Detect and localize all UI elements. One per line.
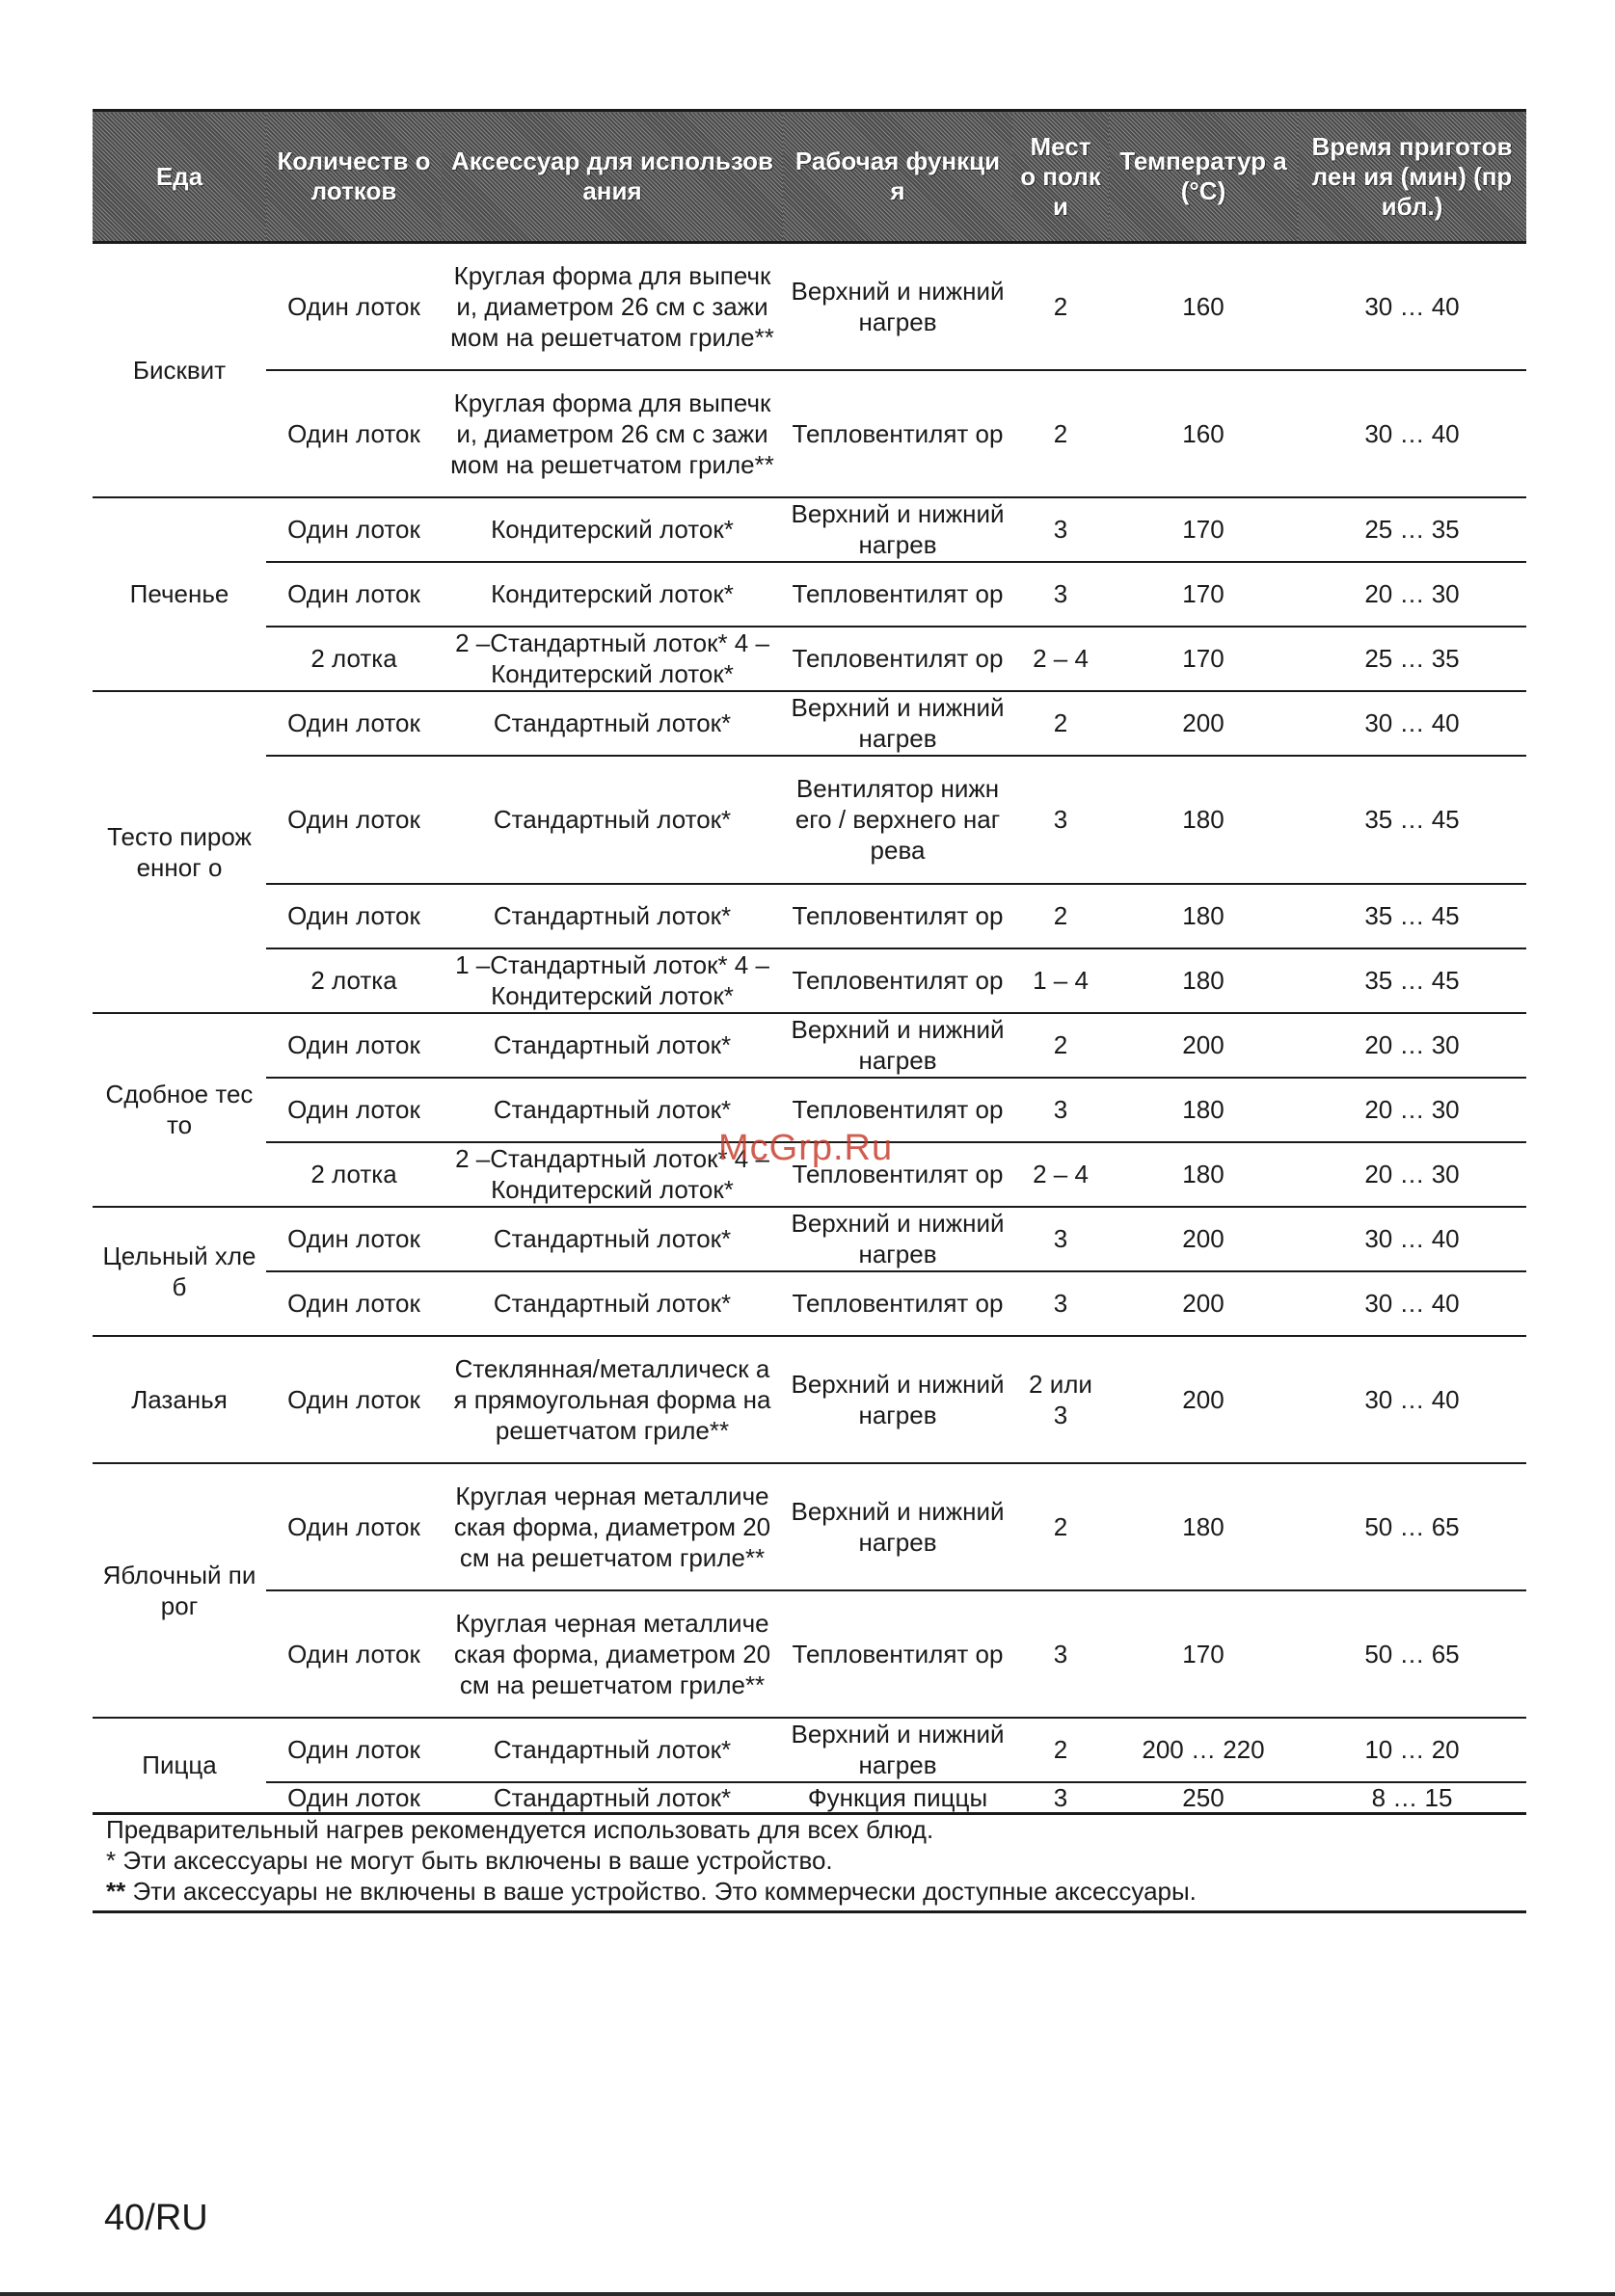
cell-accessory: Стандартный лоток*	[442, 756, 783, 884]
cell-temperature: 200	[1109, 1336, 1298, 1463]
cell-trays: Один лоток	[266, 497, 442, 562]
cell-trays: Один лоток	[266, 562, 442, 627]
cell-time: 20 … 30	[1298, 1013, 1526, 1078]
header-shelf: Мест о полк и	[1012, 111, 1109, 243]
cell-function: Тепловентилят ор	[783, 1078, 1012, 1142]
cell-temperature: 200	[1109, 1271, 1298, 1336]
cell-function: Верхний и нижний нагрев	[783, 1336, 1012, 1463]
cell-temperature: 200 … 220	[1109, 1718, 1298, 1782]
table-row	[93, 1207, 1526, 1271]
cell-trays: Один лоток	[266, 1590, 442, 1718]
baking-table	[93, 109, 1526, 1815]
table-row	[93, 627, 1526, 691]
cell-shelf: 3	[1012, 1271, 1109, 1336]
table-header	[93, 111, 1526, 243]
header-accessory: Аксессуар для использования	[442, 111, 783, 243]
cell-trays: Один лоток	[266, 1782, 442, 1814]
cell-trays: Один лоток	[266, 1463, 442, 1590]
note-preheat: Предварительный нагрев рекомендуется использовать для всех блюд.	[106, 1815, 934, 1844]
table-row	[93, 1013, 1526, 1078]
cell-temperature: 160	[1109, 370, 1298, 497]
cell-accessory: Стандартный лоток*	[442, 1271, 783, 1336]
cell-trays: Один лоток	[266, 1336, 442, 1463]
cell-accessory: Круглая черная металлическая форма, диаметром 20 см на решетчатом гриле**	[442, 1463, 783, 1590]
cell-function: Тепловентилят ор	[783, 948, 1012, 1013]
cell-trays: Один лоток	[266, 370, 442, 497]
cell-time: 20 … 30	[1298, 1142, 1526, 1207]
footnotes	[93, 1812, 1526, 1913]
table-row	[93, 948, 1526, 1013]
cell-accessory: Круглая форма для выпечки, диаметром 26 см с зажимом на решетчатом гриле**	[442, 243, 783, 370]
cell-temperature: 200	[1109, 691, 1298, 756]
cell-time: 30 … 40	[1298, 1207, 1526, 1271]
table-row	[93, 243, 1526, 370]
table-row	[93, 1718, 1526, 1782]
header-temperature: Температур а (°C)	[1109, 111, 1298, 243]
cell-shelf: 3	[1012, 756, 1109, 884]
cell-accessory: Стандартный лоток*	[442, 884, 783, 948]
table-row	[93, 370, 1526, 497]
cell-time: 20 … 30	[1298, 1078, 1526, 1142]
table-row	[93, 1782, 1526, 1814]
note-star-mark: *	[106, 1846, 117, 1875]
cell-function: Верхний и нижний нагрев	[783, 1207, 1012, 1271]
table-row	[93, 497, 1526, 562]
cell-trays: 2 лотка	[266, 948, 442, 1013]
cell-time: 30 … 40	[1298, 691, 1526, 756]
cell-shelf: 2 – 4	[1012, 627, 1109, 691]
cell-accessory: Стандартный лоток*	[442, 1782, 783, 1814]
cell-food: Лазанья	[93, 1336, 266, 1463]
cell-food: Пицца	[93, 1718, 266, 1814]
cell-accessory: Кондитерский лоток*	[442, 562, 783, 627]
cell-trays: 2 лотка	[266, 1142, 442, 1207]
cell-accessory: Круглая форма для выпечки, диаметром 26 см с зажимом на решетчатом гриле**	[442, 370, 783, 497]
bottom-divider	[0, 2292, 1615, 2296]
cell-temperature: 180	[1109, 1142, 1298, 1207]
cell-time: 50 … 65	[1298, 1463, 1526, 1590]
cell-trays: Один лоток	[266, 756, 442, 884]
cell-food: Сдобное тесто	[93, 1013, 266, 1207]
cell-time: 35 … 45	[1298, 884, 1526, 948]
cell-trays: 2 лотка	[266, 627, 442, 691]
cell-shelf: 2	[1012, 884, 1109, 948]
cell-accessory: Стеклянная/металлическ ая прямоугольная форма на решетчатом гриле**	[442, 1336, 783, 1463]
cell-trays: Один лоток	[266, 1271, 442, 1336]
cell-temperature: 170	[1109, 1590, 1298, 1718]
cell-function: Верхний и нижний нагрев	[783, 497, 1012, 562]
header-food: Еда	[93, 111, 266, 243]
cell-time: 25 … 35	[1298, 627, 1526, 691]
cell-time: 30 … 40	[1298, 370, 1526, 497]
cell-food: Цельный хлеб	[93, 1207, 266, 1336]
cell-accessory: Стандартный лоток*	[442, 1718, 783, 1782]
cell-time: 30 … 40	[1298, 1271, 1526, 1336]
cell-shelf: 2 или 3	[1012, 1336, 1109, 1463]
cell-shelf: 2 – 4	[1012, 1142, 1109, 1207]
watermark: McGrp.Ru	[718, 1128, 894, 1168]
cell-time: 30 … 40	[1298, 243, 1526, 370]
cell-accessory: Стандартный лоток*	[442, 691, 783, 756]
header-trays: Количеств о лотков	[266, 111, 442, 243]
cell-function: Функция пиццы	[783, 1782, 1012, 1814]
cell-time: 35 … 45	[1298, 948, 1526, 1013]
cell-function: Тепловентилят ор	[783, 1590, 1012, 1718]
cell-shelf: 3	[1012, 1590, 1109, 1718]
cell-shelf: 3	[1012, 1782, 1109, 1814]
cell-function: Тепловентилят ор	[783, 562, 1012, 627]
cell-food: Печенье	[93, 497, 266, 691]
header-function: Рабочая функция	[783, 111, 1012, 243]
cell-food: Яблочный пирог	[93, 1463, 266, 1718]
cell-shelf: 3	[1012, 1078, 1109, 1142]
cell-temperature: 180	[1109, 756, 1298, 884]
header-time: Время приготовлен ия (мин) (прибл.)	[1298, 111, 1526, 243]
page-number: 40/RU	[104, 2198, 208, 2238]
cell-function: Тепловентилят ор	[783, 370, 1012, 497]
cell-temperature: 250	[1109, 1782, 1298, 1814]
cell-time: 10 … 20	[1298, 1718, 1526, 1782]
cell-temperature: 180	[1109, 1078, 1298, 1142]
cell-accessory: Стандартный лоток*	[442, 1207, 783, 1271]
note-double-star	[106, 1876, 1526, 1907]
cell-accessory: Кондитерский лоток*	[442, 497, 783, 562]
table-row	[93, 1271, 1526, 1336]
cell-time: 30 … 40	[1298, 1336, 1526, 1463]
cell-accessory: Стандартный лоток*	[442, 1078, 783, 1142]
table-row	[93, 562, 1526, 627]
note-double-star-text: Эти аксессуары не включены в ваше устройство. Это коммерчески доступные аксессуары.	[125, 1877, 1197, 1906]
cell-food: Тесто пироженног о	[93, 691, 266, 1013]
cell-shelf: 3	[1012, 497, 1109, 562]
note-single-star	[106, 1845, 1526, 1876]
cell-function: Тепловентилят ор	[783, 1142, 1012, 1207]
cell-time: 8 … 15	[1298, 1782, 1526, 1814]
cell-time: 25 … 35	[1298, 497, 1526, 562]
cell-temperature: 160	[1109, 243, 1298, 370]
table-row	[93, 1463, 1526, 1590]
note-star-text: Эти аксессуары не могут быть включены в ваше устройство.	[116, 1846, 833, 1875]
cell-temperature: 200	[1109, 1013, 1298, 1078]
cell-temperature: 170	[1109, 627, 1298, 691]
cell-function: Верхний и нижний нагрев	[783, 243, 1012, 370]
cell-function: Тепловентилят ор	[783, 1271, 1012, 1336]
cell-shelf: 2	[1012, 1013, 1109, 1078]
table-row	[93, 691, 1526, 756]
cell-shelf: 2	[1012, 691, 1109, 756]
cell-function: Тепловентилят ор	[783, 884, 1012, 948]
cell-accessory: Круглая черная металлическая форма, диаметром 20 см на решетчатом гриле**	[442, 1590, 783, 1718]
cell-shelf: 2	[1012, 370, 1109, 497]
cell-shelf: 3	[1012, 1207, 1109, 1271]
cell-accessory: Стандартный лоток*	[442, 1013, 783, 1078]
cell-temperature: 200	[1109, 1207, 1298, 1271]
cell-shelf: 1 – 4	[1012, 948, 1109, 1013]
cell-time: 35 … 45	[1298, 756, 1526, 884]
cell-trays: Один лоток	[266, 243, 442, 370]
cell-temperature: 180	[1109, 884, 1298, 948]
cell-accessory: 1 –Стандартный лоток* 4 –Кондитерский лоток*	[442, 948, 783, 1013]
cell-temperature: 170	[1109, 562, 1298, 627]
cell-function: Верхний и нижний нагрев	[783, 1463, 1012, 1590]
cell-trays: Один лоток	[266, 1207, 442, 1271]
cell-trays: Один лоток	[266, 1078, 442, 1142]
table-row	[93, 884, 1526, 948]
cell-trays: Один лоток	[266, 884, 442, 948]
cell-function: Верхний и нижний нагрев	[783, 691, 1012, 756]
cell-accessory: 2 –Стандартный лоток* 4 –Кондитерский лоток*	[442, 627, 783, 691]
cell-shelf: 3	[1012, 562, 1109, 627]
table-row	[93, 756, 1526, 884]
cell-accessory: 2 –Стандартный лоток* 4 –Кондитерский лоток*	[442, 1142, 783, 1207]
cell-trays: Один лоток	[266, 1013, 442, 1078]
cell-temperature: 180	[1109, 1463, 1298, 1590]
cell-shelf: 2	[1012, 1718, 1109, 1782]
cell-function: Верхний и нижний нагрев	[783, 1718, 1012, 1782]
cell-shelf: 2	[1012, 243, 1109, 370]
table-row	[93, 1336, 1526, 1463]
cell-function: Вентилятор нижнего / верхнего нагрева	[783, 756, 1012, 884]
cell-time: 20 … 30	[1298, 562, 1526, 627]
cell-temperature: 170	[1109, 497, 1298, 562]
cell-trays: Один лоток	[266, 691, 442, 756]
cell-temperature: 180	[1109, 948, 1298, 1013]
cell-food: Бисквит	[93, 243, 266, 497]
note-double-star-mark: **	[106, 1877, 126, 1906]
table-row	[93, 1590, 1526, 1718]
cell-function: Тепловентилят ор	[783, 627, 1012, 691]
table-body	[93, 243, 1526, 1814]
cell-function: Верхний и нижний нагрев	[783, 1013, 1012, 1078]
cell-time: 50 … 65	[1298, 1590, 1526, 1718]
cell-trays: Один лоток	[266, 1718, 442, 1782]
cell-shelf: 2	[1012, 1463, 1109, 1590]
